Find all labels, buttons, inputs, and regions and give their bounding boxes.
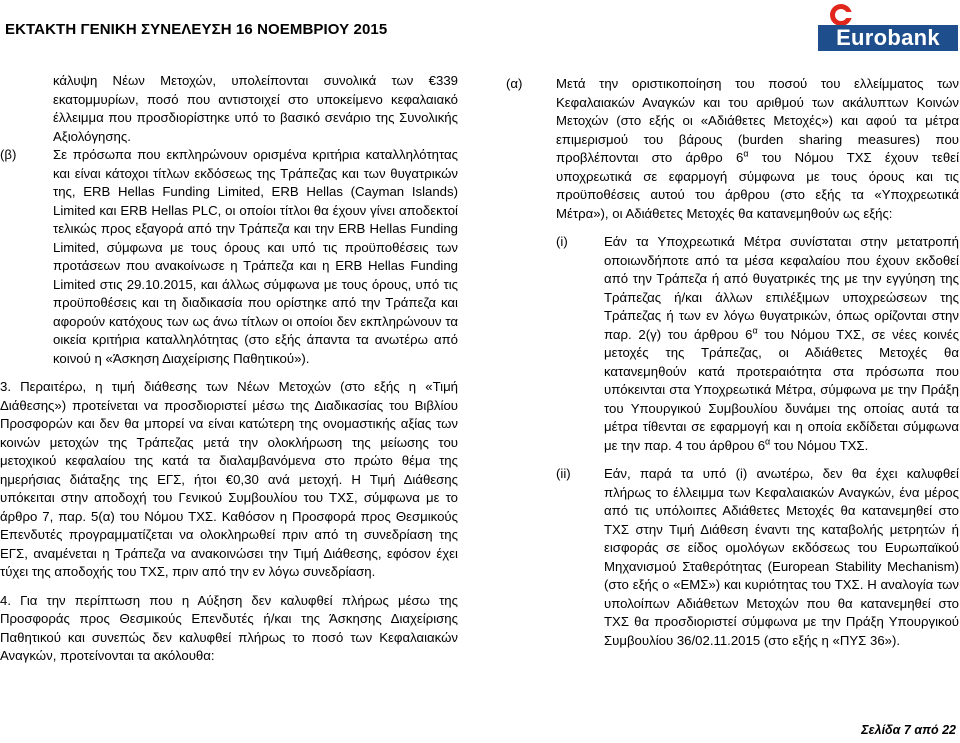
- left-column: [0, 72, 458, 666]
- sub-item-i-marker: (i): [556, 234, 568, 249]
- eurobank-swirl-icon: [826, 3, 856, 27]
- page-number: Σελίδα 7 από 22: [861, 723, 956, 737]
- sub-item-i-text-3: του Νόμου ΤΧΣ.: [770, 437, 869, 453]
- sub-item-ii: [506, 465, 959, 650]
- item-a: [506, 75, 959, 223]
- sub-item-i-sup-1: α: [752, 325, 758, 336]
- point-4-paragraph: 4. Για την περίπτωση που η Αύξηση δεν καλυφθεί πλήρως μέσω της Προσφοράς προς Θεσμικούς Επενδυτές ή/και της Άσκησης Διαχείρισης Παθητικού και συνεπώς δεν καλυφθεί πλήρως το ποσό των Κεφαλαιακών Αναγκών, προτείνονται τα ακόλουθα:: [0, 592, 458, 663]
- sub-item-i-text-1: Εάν τα Υποχρεωτικά Μέτρα συνίσταται στην μετατροπή οποιωνδήποτε από τα μέσα κεφαλαίου που έχουν εκδοθεί από την Τράπεζα ή από θυγατρικές της με την εγγύηση της Τράπεζας ή/και άλλων επιλέξιμων υποχρεώσεων της Τράπεζας ή των εν λόγω θυγατρικών, όπως ορίζονται στην παρ. 2(γ) του άρθρου 6: [604, 234, 959, 342]
- item-a-marker: (α): [506, 76, 523, 91]
- item-a-text-2: του Νόμου ΤΧΣ έχουν τεθεί υποχρεωτικά σε εφαρμογή σύμφωνα με τους όρους και τις προϋποθέσεις αυτού του άρθρου (στο εξής τα «Υποχρεωτικά Μέτρα»), οι Αδιάθετες Μετοχές θα κατανεμηθούν ως εξής:: [556, 150, 959, 221]
- point-3-paragraph: 3. Περαιτέρω, η τιμή διάθεσης των Νέων Μετοχών (στο εξής η «Τιμή Διάθεσης») προτείνεται να προσδιοριστεί μέσω της Διαδικασίας του Βιβλίου Προσφορών και δεν θα μπορεί να είναι κατώτερη της ονομαστικής αξίας των κοινών μετοχών της Τράπεζας μετά την ολοκλήρωση της μείωσης του μετοχικού κεφαλαίου της κατά τα διαλαμβανόμενα στο πρώτο θέμα της ημερήσιας διάταξης της ΕΓΣ, ήτοι €0,30 ανά μετοχή. Η Τιμή Διάθεσης υπόκειται στην αποδοχή του Γενικού Συμβουλίου του ΤΧΣ, σύμφωνα με το άρθρο 7, παρ. 5(α) του Νόμου ΤΧΣ. Καθόσον η Προσφορά προς Θεσμικούς Επενδυτές προγραμματίζεται να ολοκληρωθεί πριν από τη συνεδρίαση της ΕΓΣ, αναμένεται η Τράπεζα να ανακοινώσει την Τιμή Διάθεσης, εφόσον έχει τύχει της αποδοχής του ΤΧΣ, πριν από την εν λόγω συνεδρίαση.: [0, 379, 458, 579]
- sub-item-ii-text: Εάν, παρά τα υπό (i) ανωτέρω, δεν θα έχει καλυφθεί πλήρως το έλλειμμα των Κεφαλαιακών Αναγκών, ένα μέρος από τις υπόλοιπες Αδιάθετες Μετοχές θα κατανεμηθεί στο ΤΧΣ στην Τιμή Διάθεση έναντι της καταβολής μετρητών ή εισφοράς σε είδος ομολόγων εκδόσεως του Ευρωπαϊκού Μηχανισμού Σταθερότητας (European Stability Mechanism) (στο εξής ο «ΕΜΣ») και κυριότητας του ΤΧΣ. Η αναλογία των υπολοίπων Αδιάθετων Μετοχών που θα κατανεμηθεί στο ΤΧΣ θα προσδιοριστεί σύμφωνα με την Πράξη Υπουργικού Συμβουλίου 36/02.11.2015 (στο εξής η «ΠΥΣ 36»).: [604, 466, 959, 648]
- page-header: [0, 0, 960, 60]
- logo-wordmark: Eurobank: [818, 25, 958, 51]
- item-a-text: [506, 75, 959, 223]
- item-b-marker: (β): [0, 147, 17, 162]
- sub-item-i-text-2: του Νόμου ΤΧΣ, σε νέες κοινές μετοχές της Τράπεζας, οι Αδιάθετες Μετοχές θα κατανεμηθούν κατά προτεραιότητα στα πρόσωπα που υπόκεινται στα Υποχρεωτικά Μέτρα, σύμφωνα με την Πράξη του Υπουργικού Συμβουλίου δυνάμει της οποίας αυτά τα μέτρα τίθενται σε εφαρμογή και η οποία εκδίδεται σύμφωνα με την παρ. 4 του άρθρου 6: [604, 326, 959, 453]
- item-a-sup: α: [743, 148, 749, 159]
- sub-item-ii-marker: (ii): [556, 466, 571, 481]
- item-b-text: Σε πρόσωπα που εκπληρώνουν ορισμένα κριτήρια καταλληλότητας και είναι κάτοχοι τίτλων εκδόσεως της Τράπεζας και των θυγατρικών της, ERB Hellas Funding Limited, ERB Hellas (Cayman Islands) Limited και ERB Hellas PLC, οι οποίοι τίτλοι θα έχουν γίνει αποδεκτοί τελικώς προς εξαγορά από την Τράπεζα και την ERB Hellas Funding Limited, σύμφωνα με τους όρους και υπό τις προϋποθέσεις των προτάσεων που ανακοίνωσε η Τράπεζα και η ERB Hellas Funding Limited στις 29.10.2015, και άλλως σύμφωνα με τους όρους, υπό τις προϋποθέσεις και τη διαδικασία που ορίστηκε από την Τράπεζα και αφορούν κατόχους των ως άνω τίτλων οι οποίοι δεν εκπληρώνουν τα οικεία κριτήρια καταλληλότητας (στο εξής άπαντα τα ανωτέρω από κοινού η «Άσκηση Διαχείρισης Παθητικού»).: [53, 147, 458, 366]
- right-column: [506, 75, 959, 650]
- eurobank-logo: [818, 3, 958, 51]
- item-b: [0, 146, 458, 368]
- sub-item-i: [506, 233, 959, 455]
- item-a-text-1: Μετά την οριστικοποίηση του ποσού του ελλείμματος των Κεφαλαιακών Αναγκών και του αριθμού των ακάλυπτων Κοινών Μετοχών (στο εξής οι «Αδιάθετες Μετοχές») και αφού τα μέτρα επιμερισμού του βάρους (burden sharing measures) που προβλέπονται στο άρθρο 6: [556, 76, 959, 165]
- sub-item-i-text: [604, 233, 959, 455]
- sub-item-i-sup-2: α: [765, 436, 771, 447]
- document-title: ΕΚΤΑΚΤΗ ΓΕΝΙΚΗ ΣΥΝΕΛΕΥΣΗ 16 ΝΟΕΜΒΡΙΟΥ 2015: [5, 21, 388, 38]
- continuation-paragraph: κάλυψη Νέων Μετοχών, υπολείπονται συνολικά των €339 εκατομμυρίων, ποσό που αντιστοιχεί στο υποκείμενο κεφαλαιακό έλλειμμα που προσδιορίστηκε υπό το βασικό σενάριο της Συνολικής Αξιολόγησης.: [53, 73, 458, 144]
